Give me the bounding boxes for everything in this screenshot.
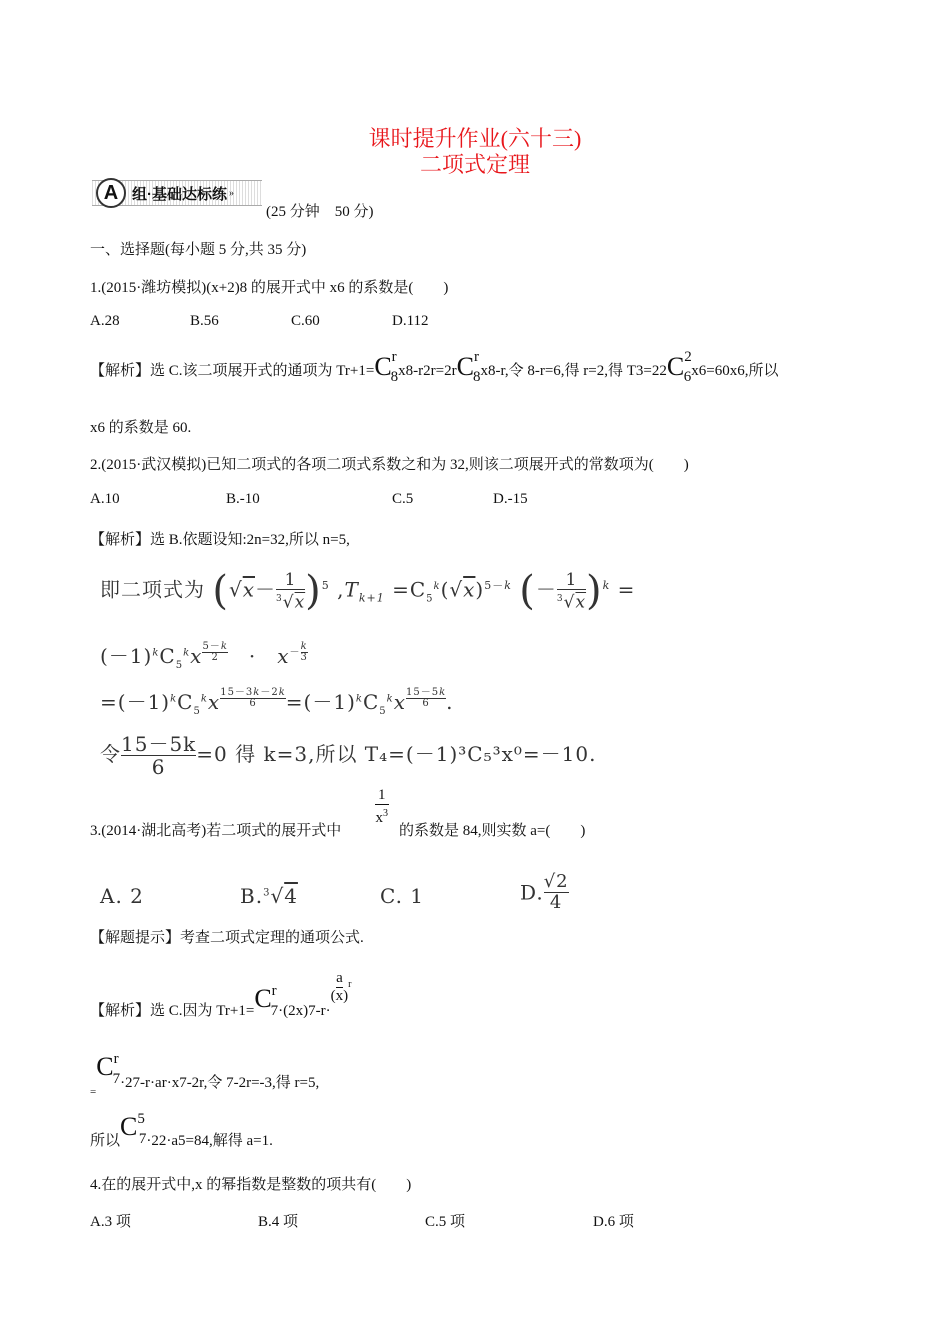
q4-option-d: D.6 项: [593, 1214, 634, 1230]
q3-analysis-a: 选 C.因为 Tr+1=: [150, 1003, 255, 1019]
q3-option-c: C. 1: [380, 884, 425, 908]
q1-stem: 1.(2015·潍坊模拟)(x+2)8 的展开式中 x6 的系数是( ): [90, 280, 449, 296]
combination-symbol: C: [374, 352, 392, 381]
q4-option-c: C.5 项: [425, 1214, 466, 1230]
equals-sign: =: [90, 1086, 97, 1098]
frac-numerator: 1: [375, 786, 389, 805]
badge-arrow-icon: »: [229, 187, 234, 199]
q3-line2-text: ·27-r·ar·x7-2r,令 7-2r=-3,得 r=5,: [120, 1075, 320, 1091]
math-prefix: 令: [100, 742, 121, 766]
frac-denominator: 6: [151, 755, 166, 779]
combination-symbol: C: [666, 352, 685, 381]
q1-option-b: B.56: [190, 313, 219, 329]
radicand: 4: [284, 884, 298, 908]
frac-denominator: 4: [549, 892, 563, 913]
q1-analysis: [90, 349, 779, 385]
frac-exponent: 3: [383, 808, 388, 819]
option-letter: B.: [240, 884, 264, 908]
combination-symbol: C: [456, 352, 474, 381]
comb-sub: 6: [683, 369, 692, 385]
tk-symbol: T: [344, 577, 359, 602]
q2-option-a: A.10: [90, 491, 120, 507]
q3-option-b: B.$^3$√4: [240, 884, 298, 908]
combination-symbol: C: [120, 1112, 138, 1141]
frac-denominator: x: [335, 988, 344, 1004]
comb-sup: r: [113, 1051, 119, 1067]
comb-sup: r: [391, 349, 397, 365]
q1-analysis-a: 选 C.该二项展开式的通项为 Tr+1=: [150, 363, 375, 379]
q1-analysis-c: x8-r,令 8-r=6,得 r=2,得 T3=22: [480, 363, 667, 379]
badge-label: 组·基础达标练: [132, 185, 227, 203]
math-rest: =0 得 k=3,所以 T₄=(－1)³C₅³x⁰=－10.: [196, 742, 597, 766]
q1-option-d: D.112: [392, 313, 429, 329]
q3-line2: [90, 1051, 320, 1098]
q2-option-c: C.5: [392, 491, 414, 507]
q2-math-line4: [100, 733, 596, 778]
part-heading: 一、选择题(每小题 5 分,共 35 分): [90, 242, 307, 258]
q3-stem-b: 的系数是 84,则实数 a=( ): [399, 823, 586, 839]
q3-stem-a: 3.(2014·湖北高考)若二项式的展开式中: [90, 823, 342, 839]
page-title: 课时提升作业(六十三): [368, 126, 582, 151]
frac-exponent: r: [348, 979, 352, 990]
q3-hint: 【解题提示】考查二项式定理的通项公式.: [90, 930, 364, 946]
q1-analysis-b: x8-r2r=2r: [398, 363, 457, 379]
equals-sign: =: [100, 690, 118, 714]
q2-stem: 2.(2015·武汉模拟)已知二项式的各项二项式系数之和为 32,则该二项展开式的常数项为( ): [90, 457, 689, 473]
frac-numerator: √2: [543, 871, 569, 892]
q3-analysis-b: ·(2x)7-r·: [278, 1003, 331, 1019]
comb-sub: 8: [390, 369, 399, 385]
section-badge: [92, 180, 262, 206]
q4-option-a: A.3 项: [90, 1214, 131, 1230]
comb-sup: r: [473, 349, 479, 365]
tk-sub: k+1: [358, 591, 385, 605]
q3-line3: [90, 1111, 273, 1149]
q2-math-line3: $=(-1)^kC_5^kx$ $^{\frac{15-3k-2k}{6}}$ $=(-1)^kC_5^kx$ $^{\frac{15-5k}{6}}$ .: [100, 687, 454, 717]
comb-sub: 8: [472, 369, 481, 385]
q3-option-a: A. 2: [100, 884, 144, 908]
q2-analysis: 【解析】选 B.依题设知:2n=32,所以 n=5,: [90, 532, 350, 548]
q3-line3-prefix: 所以: [90, 1133, 121, 1149]
q2-math-line1: 即二项式为 (√x－ $\frac{1}{^3√x}$ )$^5$ $,T_{k+1} =C_5^k(√x)^{5-k}$ (－ $\frac{1}{^3√x}$ )$^k$ =: [100, 568, 636, 614]
frac-numerator: a: [336, 970, 343, 986]
q1-option-c: C.60: [291, 313, 320, 329]
frac-numerator: 15－5k: [121, 732, 197, 756]
q1-option-a: A.28: [90, 313, 120, 329]
badge-bar: [92, 180, 262, 206]
comb-sup: r: [271, 983, 277, 999]
q2-math-line2: $(-1)^kC_5^kx$ $^{\frac{5-k}{2}}$ · $x^{- \frac{k}{3}}$: [100, 641, 308, 671]
time-points: (25 分钟 50 分): [266, 204, 374, 220]
q1-analysis-cont: x6 的系数是 60.: [90, 420, 192, 436]
comb-sup: 5: [137, 1111, 145, 1127]
q1-analysis-prefix: 【解析】: [90, 363, 151, 379]
q2-option-d: D.-15: [493, 491, 528, 507]
q3-analysis: 【解析】选 C.因为 Tr+1=Cr7·(2x)7-r·( $\frac{a}{x}$ )$^r$: [90, 970, 352, 1019]
q2-option-b: B.-10: [226, 491, 260, 507]
q3-analysis-prefix: 【解析】: [90, 1003, 151, 1019]
comb-sub: 7: [112, 1071, 121, 1087]
q3-line3-text: ·22·a5=84,解得 a=1.: [146, 1133, 273, 1149]
q4-stem: 4.在的展开式中,x 的幂指数是整数的项共有( ): [90, 1177, 412, 1193]
q3-option-d: [520, 872, 569, 913]
comb-sub: 7: [138, 1131, 147, 1147]
combination-symbol: C: [254, 984, 272, 1013]
page-subtitle: 二项式定理: [419, 152, 530, 177]
frac-denominator: x: [375, 810, 383, 826]
comb-sup: 2: [684, 349, 692, 365]
option-letter: D.: [520, 880, 544, 905]
combination-symbol: C: [96, 1052, 114, 1081]
badge-letter: A: [96, 178, 126, 208]
q1-analysis-d: x6=60x6,所以: [691, 363, 779, 379]
math-prefix: 即二项式为: [100, 577, 205, 602]
q4-option-b: B.4 项: [258, 1214, 299, 1230]
q3-fraction: [375, 786, 389, 827]
comb-sub: 7: [270, 1003, 279, 1019]
